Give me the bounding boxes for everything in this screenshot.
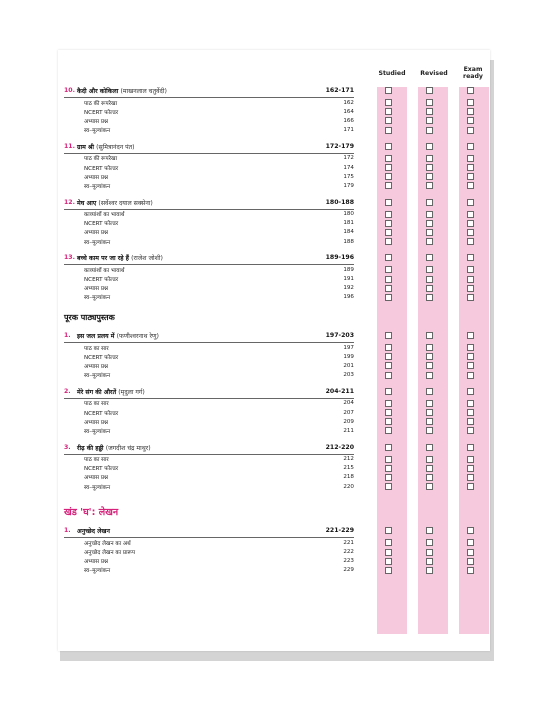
studied-checkbox[interactable]: [385, 254, 392, 261]
chapter-section: [64, 252, 354, 302]
studied-checkbox[interactable]: [385, 164, 392, 171]
topic-label: NCERT फोल्डर: [84, 466, 119, 473]
topic-page-number: 203: [343, 372, 354, 379]
studied-checkbox[interactable]: [385, 444, 392, 451]
topic-label: अभ्यास प्रश्न: [84, 363, 108, 370]
chapter-page-range: 180-188: [325, 198, 354, 206]
exam-ready-checkbox[interactable]: [467, 344, 474, 351]
studied-checkbox[interactable]: [385, 465, 392, 472]
topic-row: [64, 371, 354, 380]
exam-ready-checkbox[interactable]: [467, 558, 474, 565]
studied-checkbox[interactable]: [385, 294, 392, 301]
revised-checkbox[interactable]: [426, 388, 433, 395]
studied-checkbox[interactable]: [385, 87, 392, 94]
column-header-studied: Studied: [378, 70, 406, 77]
chapter-list-supplementary: [64, 330, 354, 491]
revised-checkbox[interactable]: [426, 332, 433, 339]
exam-ready-checkbox[interactable]: [467, 353, 474, 360]
exam-ready-checkbox[interactable]: [467, 527, 474, 534]
chapter-section: [64, 525, 354, 575]
chapter-number: 13.: [64, 254, 75, 262]
chapter-title: [77, 387, 326, 396]
topic-page-number: 212: [343, 456, 354, 463]
topic-page-number: 184: [343, 229, 354, 236]
topic-label: अनुच्छेद लेखन का अर्थ: [84, 540, 131, 547]
topic-label: अभ्यास प्रश्न: [84, 118, 108, 125]
exam-ready-checkbox[interactable]: [467, 276, 474, 283]
studied-checkbox[interactable]: [385, 108, 392, 115]
revised-checkbox[interactable]: [426, 99, 433, 106]
studied-checkbox[interactable]: [385, 474, 392, 481]
topic-page-number: 171: [343, 127, 354, 134]
exam-ready-checkbox[interactable]: [467, 108, 474, 115]
studied-checkbox[interactable]: [385, 567, 392, 574]
revised-checkbox[interactable]: [426, 164, 433, 171]
studied-checkbox[interactable]: [385, 418, 392, 425]
topic-label: स्व–मूल्यांकन: [84, 183, 111, 190]
exam-ready-checkbox[interactable]: [467, 182, 474, 189]
studied-checkbox[interactable]: [385, 427, 392, 434]
topic-label: अभ्यास प्रश्न: [84, 475, 108, 482]
topic-label: स्व–मूल्यांकन: [84, 484, 111, 491]
studied-checkbox[interactable]: [385, 199, 392, 206]
topic-row: [64, 538, 354, 547]
topic-page-number: 201: [343, 362, 354, 369]
topic-page-number: 164: [343, 108, 354, 115]
chapter-heading-row: [64, 197, 354, 208]
topic-row: [64, 274, 354, 283]
topic-row: [64, 343, 354, 352]
studied-strip: [377, 87, 407, 634]
topic-label: NCERT फोल्डर: [84, 221, 119, 228]
chapter-section: [64, 197, 354, 247]
topic-label: काव्यांशों का भावार्थ: [84, 212, 125, 219]
revised-checkbox[interactable]: [426, 182, 433, 189]
topic-page-number: 180: [343, 211, 354, 218]
topic-page-number: 188: [343, 238, 354, 245]
studied-checkbox[interactable]: [385, 388, 392, 395]
studied-checkbox[interactable]: [385, 353, 392, 360]
revised-checkbox[interactable]: [426, 294, 433, 301]
topic-page-number: 162: [343, 99, 354, 106]
topic-label: NCERT फोल्डर: [84, 354, 119, 361]
exam-ready-checkbox[interactable]: [467, 474, 474, 481]
chapter-title-text: मेघ आए: [77, 199, 97, 207]
revised-checkbox[interactable]: [426, 266, 433, 273]
studied-checkbox[interactable]: [385, 182, 392, 189]
topic-label: अभ्यास प्रश्न: [84, 286, 108, 293]
chapter-heading-row: [64, 442, 354, 453]
exam-ready-checkbox[interactable]: [467, 155, 474, 162]
topic-row: [64, 352, 354, 361]
chapter-title: [77, 198, 326, 207]
topic-row: [64, 265, 354, 274]
topic-row: [64, 547, 354, 556]
topic-label: अभ्यास प्रश्न: [84, 419, 108, 426]
topic-label: पाठ की रूपरेखा: [84, 100, 118, 107]
studied-checkbox[interactable]: [385, 549, 392, 556]
chapter-title-text: रीढ़ की हड्डी: [77, 444, 104, 452]
revised-checkbox[interactable]: [426, 173, 433, 180]
chapter-title-text: अनुच्छेद लेखन: [77, 528, 110, 536]
exam-ready-checkbox[interactable]: [467, 199, 474, 206]
topic-page-number: 229: [343, 567, 354, 574]
studied-checkbox[interactable]: [385, 372, 392, 379]
chapter-title-text: ग्राम श्री: [77, 143, 94, 151]
chapter-author: (सर्वेश्वर दयाल सक्सेना): [98, 199, 153, 207]
topic-row: [64, 228, 354, 237]
chapter-section: [64, 442, 354, 492]
exam-ready-checkbox[interactable]: [467, 254, 474, 261]
topic-page-number: 222: [343, 549, 354, 556]
topic-row: [64, 473, 354, 482]
topic-label: काव्यांशों का भावार्थ: [84, 267, 125, 274]
exam-ready-checkbox[interactable]: [467, 567, 474, 574]
topic-row: [64, 399, 354, 408]
topic-label: पाठ की रूपरेखा: [84, 156, 118, 163]
topic-label: NCERT फोल्डर: [84, 165, 119, 172]
exam-ready-checkbox[interactable]: [467, 388, 474, 395]
topic-row: [64, 98, 354, 107]
topic-page-number: 192: [343, 285, 354, 292]
chapter-title-text: कैदी और कोकिला: [77, 88, 119, 95]
chapter-number: 1.: [64, 332, 71, 339]
chapter-section: [64, 386, 354, 436]
chapter-title-text: मेरे संग की औरतें: [77, 388, 117, 396]
topic-row: [64, 181, 354, 190]
exam-ready-checkbox[interactable]: [467, 400, 474, 407]
topic-label: NCERT फोल्डर: [84, 410, 119, 417]
topic-row: [64, 219, 354, 228]
topic-page-number: 223: [343, 558, 354, 565]
revised-checkbox[interactable]: [426, 456, 433, 463]
topic-label: पाठ का सार: [84, 457, 109, 464]
chapter-page-range: 172-179: [325, 142, 354, 150]
studied-checkbox[interactable]: [385, 238, 392, 245]
studied-checkbox[interactable]: [385, 362, 392, 369]
topic-row: [64, 417, 354, 426]
chapter-number: 2.: [64, 387, 71, 395]
topic-page-number: 221: [343, 539, 354, 546]
chapter-author: (मृदुला गर्ग): [118, 388, 145, 396]
studied-checkbox[interactable]: [385, 539, 392, 546]
studied-checkbox[interactable]: [385, 99, 392, 106]
topic-row: [64, 126, 354, 135]
topic-row: [64, 172, 354, 181]
topic-row: [64, 163, 354, 172]
topic-label: स्व–मूल्यांकन: [84, 568, 111, 575]
revised-checkbox[interactable]: [426, 199, 433, 206]
chapter-number: 1.: [64, 527, 71, 535]
exam-ready-checkbox[interactable]: [467, 362, 474, 369]
revised-checkbox[interactable]: [426, 474, 433, 481]
revised-checkbox[interactable]: [426, 372, 433, 379]
chapter-heading-row: [64, 330, 354, 341]
chapter-author: (राजेश जोशी): [131, 255, 163, 263]
chapter-number: 11.: [64, 142, 75, 150]
topic-row: [64, 557, 354, 566]
topic-page-number: 211: [343, 427, 354, 434]
revised-checkbox[interactable]: [426, 344, 433, 351]
studied-checkbox[interactable]: [385, 229, 392, 236]
revised-checkbox[interactable]: [426, 427, 433, 434]
topic-page-number: 199: [343, 353, 354, 360]
chapter-number: 3.: [64, 443, 71, 451]
chapter-number: 12.: [64, 198, 75, 206]
studied-checkbox[interactable]: [385, 211, 392, 218]
topic-row: [64, 426, 354, 435]
topic-page-number: 215: [343, 465, 354, 472]
studied-checkbox[interactable]: [385, 400, 392, 407]
topic-row: [64, 210, 354, 219]
revised-strip: [418, 87, 448, 634]
topic-label: स्व–मूल्यांकन: [84, 239, 111, 246]
topic-page-number: 181: [343, 220, 354, 227]
revised-checkbox[interactable]: [426, 238, 433, 245]
exam-ready-checkbox[interactable]: [467, 409, 474, 416]
chapter-heading-row: [64, 252, 354, 263]
topic-page-number: 209: [343, 418, 354, 425]
topic-page-number: 204: [343, 400, 354, 407]
exam-ready-checkbox[interactable]: [467, 418, 474, 425]
revised-checkbox[interactable]: [426, 220, 433, 227]
studied-checkbox[interactable]: [385, 285, 392, 292]
chapter-author: (सुमित्रानंदन पंत): [96, 143, 135, 151]
studied-checkbox[interactable]: [385, 127, 392, 134]
topic-page-number: 174: [343, 164, 354, 171]
topic-page-number: 189: [343, 266, 354, 273]
revised-checkbox[interactable]: [426, 353, 433, 360]
chapter-heading-row: [64, 141, 354, 152]
revised-checkbox[interactable]: [426, 143, 433, 150]
studied-checkbox[interactable]: [385, 558, 392, 565]
exam-ready-checkbox[interactable]: [467, 427, 474, 434]
exam-ready-checkbox[interactable]: [467, 211, 474, 218]
revised-checkbox[interactable]: [426, 444, 433, 451]
exam-ready-checkbox[interactable]: [467, 539, 474, 546]
topic-row: [64, 293, 354, 302]
part-heading: पूरक पाठ्यपुस्तक: [64, 312, 115, 322]
studied-checkbox[interactable]: [385, 117, 392, 124]
revised-checkbox[interactable]: [426, 229, 433, 236]
topic-label: अभ्यास प्रश्न: [84, 230, 108, 237]
revised-checkbox[interactable]: [426, 285, 433, 292]
topic-page-number: 218: [343, 474, 354, 481]
exam-ready-checkbox[interactable]: [467, 372, 474, 379]
revised-checkbox[interactable]: [426, 87, 433, 94]
studied-checkbox[interactable]: [385, 173, 392, 180]
revised-checkbox[interactable]: [426, 211, 433, 218]
exam-ready-strip: [459, 87, 489, 634]
topic-row: [64, 408, 354, 417]
topic-row: [64, 107, 354, 116]
exam-ready-checkbox[interactable]: [467, 444, 474, 451]
topic-label: NCERT फोल्डर: [84, 277, 119, 284]
column-header-exam-ready: Exam ready: [463, 66, 483, 80]
topic-page-number: 191: [343, 276, 354, 283]
topic-label: स्व–मूल्यांकन: [84, 295, 111, 302]
column-header-revised: Revised: [420, 70, 448, 77]
revised-checkbox[interactable]: [426, 117, 433, 124]
topic-label: अभ्यास प्रश्न: [84, 174, 108, 181]
chapter-author: (जगदीश चंद्र माथुर): [105, 444, 151, 452]
topic-row: [64, 116, 354, 125]
revised-checkbox[interactable]: [426, 400, 433, 407]
revised-checkbox[interactable]: [426, 108, 433, 115]
chapter-author: (फणीश्वरनाथ रेणु): [116, 333, 159, 340]
chapter-title: [77, 86, 326, 95]
exam-ready-checkbox[interactable]: [467, 238, 474, 245]
topic-label: स्व–मूल्यांकन: [84, 373, 111, 380]
exam-ready-checkbox[interactable]: [467, 549, 474, 556]
revised-checkbox[interactable]: [426, 362, 433, 369]
chapter-title-text: बच्चे काम पर जा रहे हैं: [77, 255, 129, 263]
exam-ready-checkbox[interactable]: [467, 164, 474, 171]
revised-checkbox[interactable]: [426, 276, 433, 283]
topic-page-number: 175: [343, 173, 354, 180]
topic-label: पाठ का सार: [84, 401, 109, 408]
chapter-title: [77, 142, 326, 151]
exam-ready-checkbox[interactable]: [467, 220, 474, 227]
studied-checkbox[interactable]: [385, 266, 392, 273]
studied-checkbox[interactable]: [385, 344, 392, 351]
exam-ready-checkbox[interactable]: [467, 465, 474, 472]
topic-label: पाठ का सार: [84, 345, 109, 352]
revised-checkbox[interactable]: [426, 567, 433, 574]
exam-ready-checkbox[interactable]: [467, 332, 474, 339]
studied-checkbox[interactable]: [385, 527, 392, 534]
studied-checkbox[interactable]: [385, 143, 392, 150]
exam-ready-checkbox[interactable]: [467, 99, 474, 106]
topic-row: [64, 284, 354, 293]
chapter-number: 10.: [64, 87, 75, 94]
topic-page-number: 179: [343, 182, 354, 189]
topic-page-number: 166: [343, 117, 354, 124]
topic-page-number: 197: [343, 344, 354, 351]
chapter-page-range: 212-220: [325, 443, 354, 451]
exam-ready-checkbox[interactable]: [467, 285, 474, 292]
revised-checkbox[interactable]: [426, 127, 433, 134]
topic-row: [64, 482, 354, 491]
chapter-title-text: इस जल प्रलय में: [77, 333, 115, 340]
chapter-section: [64, 85, 354, 135]
revised-checkbox[interactable]: [426, 409, 433, 416]
chapter-page-range: 189-196: [325, 254, 354, 262]
chapter-heading-row: [64, 386, 354, 397]
topic-page-number: 196: [343, 294, 354, 301]
revised-checkbox[interactable]: [426, 558, 433, 565]
topic-label: स्व–मूल्यांकन: [84, 428, 111, 435]
studied-checkbox[interactable]: [385, 456, 392, 463]
chapter-section: [64, 141, 354, 191]
chapter-heading-row: [64, 85, 354, 96]
chapter-list-writing: [64, 525, 354, 575]
topic-label: स्व–मूल्यांकन: [84, 128, 111, 135]
exam-ready-checkbox[interactable]: [467, 266, 474, 273]
revised-checkbox[interactable]: [426, 483, 433, 490]
exam-ready-checkbox[interactable]: [467, 456, 474, 463]
studied-checkbox[interactable]: [385, 332, 392, 339]
exam-ready-checkbox[interactable]: [467, 127, 474, 134]
topic-row: [64, 154, 354, 163]
chapter-title: [77, 331, 326, 340]
revised-checkbox[interactable]: [426, 539, 433, 546]
exam-ready-checkbox[interactable]: [467, 143, 474, 150]
studied-checkbox[interactable]: [385, 276, 392, 283]
topic-page-number: 207: [343, 409, 354, 416]
exam-ready-checkbox[interactable]: [467, 294, 474, 301]
exam-ready-checkbox[interactable]: [467, 87, 474, 94]
revised-checkbox[interactable]: [426, 155, 433, 162]
topic-row: [64, 455, 354, 464]
exam-ready-checkbox[interactable]: [467, 483, 474, 490]
topic-row: [64, 237, 354, 246]
exam-ready-checkbox[interactable]: [467, 117, 474, 124]
revised-checkbox[interactable]: [426, 549, 433, 556]
chapter-page-range: 204-211: [325, 387, 354, 395]
topic-page-number: 172: [343, 155, 354, 162]
studied-checkbox[interactable]: [385, 409, 392, 416]
chapter-list-main: [64, 85, 354, 302]
chapter-page-range: 162-171: [325, 87, 354, 94]
chapter-title: [77, 443, 326, 452]
chapter-page-range: 221-229: [325, 527, 354, 535]
topic-row: [64, 464, 354, 473]
revised-checkbox[interactable]: [426, 527, 433, 534]
studied-checkbox[interactable]: [385, 483, 392, 490]
topic-page-number: 220: [343, 483, 354, 490]
revised-checkbox[interactable]: [426, 465, 433, 472]
chapter-title: [77, 526, 326, 535]
revised-checkbox[interactable]: [426, 418, 433, 425]
chapter-page-range: 197-203: [325, 332, 354, 339]
studied-checkbox[interactable]: [385, 155, 392, 162]
exam-ready-checkbox[interactable]: [467, 229, 474, 236]
chapter-title: [77, 253, 326, 262]
topic-label: अभ्यास प्रश्न: [84, 559, 108, 566]
topic-row: [64, 361, 354, 370]
topic-label: NCERT फोल्डर: [84, 109, 119, 116]
chapter-author: (माखनलाल चतुर्वेदी): [120, 88, 167, 95]
studied-checkbox[interactable]: [385, 220, 392, 227]
khand-heading: खंड 'घ': लेखन: [64, 506, 119, 518]
topic-label: अनुच्छेद लेखन का प्रारूप: [84, 550, 136, 557]
exam-ready-checkbox[interactable]: [467, 173, 474, 180]
chapter-heading-row: [64, 525, 354, 536]
table-of-contents: [64, 85, 354, 575]
revised-checkbox[interactable]: [426, 254, 433, 261]
chapter-section: [64, 330, 354, 380]
topic-row: [64, 566, 354, 575]
